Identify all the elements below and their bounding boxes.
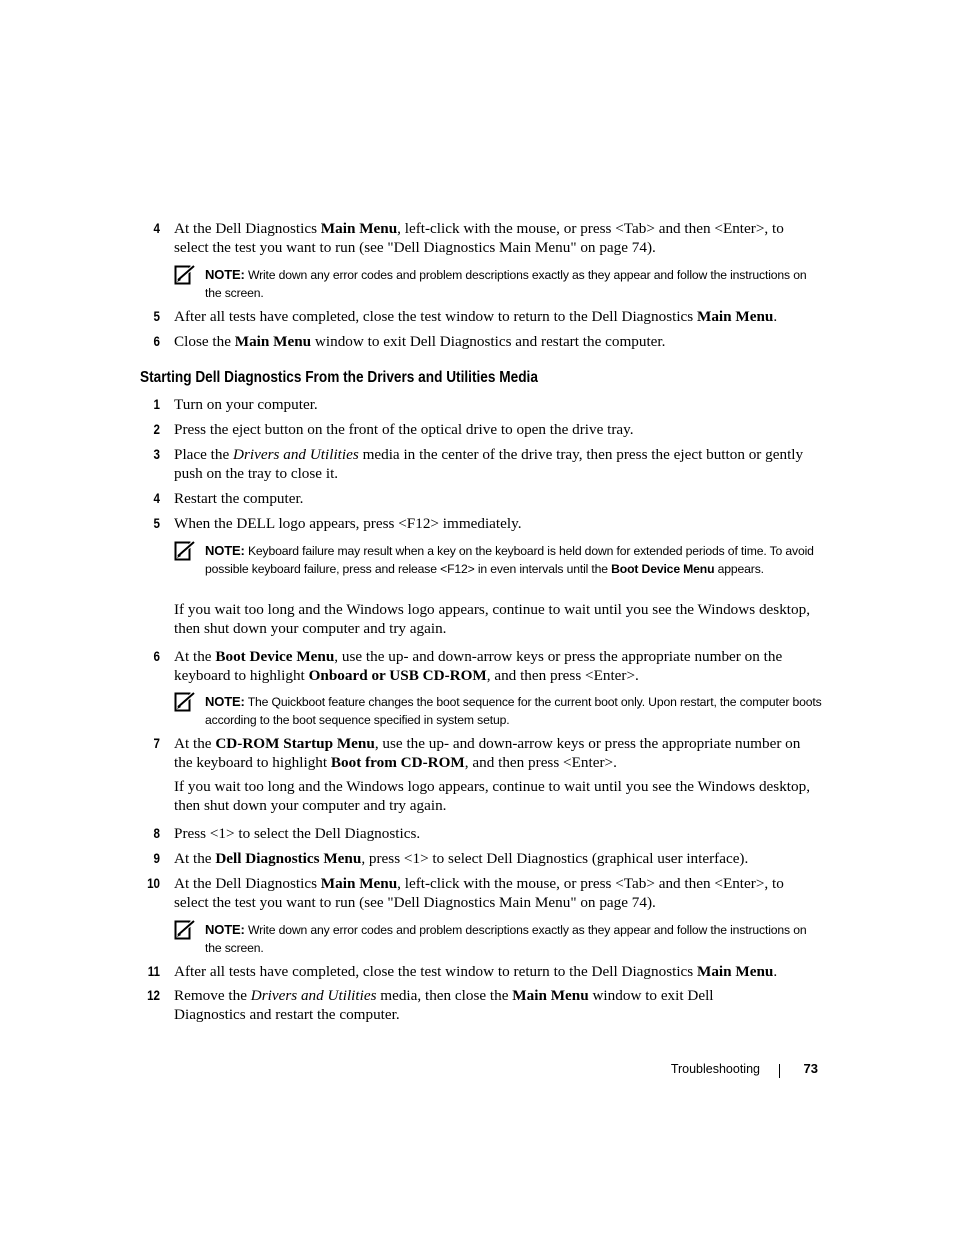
step-text: At the Dell Diagnostics Menu, press <1> to select Dell Diagnostics (graphical user interface). xyxy=(174,850,749,867)
step-text: Close the Main Menu window to exit Dell Diagnostics and restart the computer. xyxy=(174,333,666,350)
paragraph: If you wait too long and the Windows logo appears, continue to wait until you see the Windows desktop, then shut down your computer and try again. xyxy=(174,778,810,814)
page-number: 73 xyxy=(803,1061,818,1076)
step-text: At the Dell Diagnostics Main Menu, left-click with the mouse, or press <Tab> and then <Enter>, to select the test you want to run (see "Dell Diagnostics Main Menu" on page 74). xyxy=(174,220,784,256)
pencil-note-icon xyxy=(174,692,195,712)
step-number: 4 xyxy=(153,221,160,236)
pencil-note-icon xyxy=(174,265,195,285)
footer-separator xyxy=(779,1064,780,1078)
step-number: 7 xyxy=(153,736,160,751)
note-text: NOTE: Write down any error codes and problem descriptions exactly as they appear and follow the instructions on the screen. xyxy=(205,267,807,300)
step-number: 11 xyxy=(147,964,160,979)
step-number: 1 xyxy=(153,397,160,412)
footer-section-name: Troubleshooting xyxy=(670,1062,760,1076)
step-text: When the DELL logo appears, press <F12> immediately. xyxy=(174,515,522,532)
paragraph: If you wait too long and the Windows logo appears, continue to wait until you see the Windows desktop, then shut down your computer and try again. xyxy=(174,601,810,637)
step-text: At the Dell Diagnostics Main Menu, left-click with the mouse, or press <Tab> and then <Enter>, to select the test you want to run (see "Dell Diagnostics Main Menu" on page 74). xyxy=(174,875,784,911)
step-number: 2 xyxy=(153,422,160,437)
step-text: Restart the computer. xyxy=(174,490,304,507)
step-number: 6 xyxy=(153,334,160,349)
step-text: At the Boot Device Menu, use the up- and down-arrow keys or press the appropriate number on the keyboard to highlight Onboard or USB CD-ROM, and then press <Enter>. xyxy=(174,648,783,684)
step-text: Turn on your computer. xyxy=(174,396,318,413)
step-text: Remove the Drivers and Utilities media, then close the Main Menu window to exit Dell Diagnostics and restart the computer. xyxy=(174,987,714,1023)
step-text: Place the Drivers and Utilities media in the center of the drive tray, then press the eject button or gently push on the tray to close it. xyxy=(174,446,804,482)
step-text: At the CD-ROM Startup Menu, use the up- and down-arrow keys or press the appropriate number on the keyboard to highlight Boot from CD-ROM, and then press <Enter>. xyxy=(174,735,801,771)
step-number: 4 xyxy=(153,491,160,506)
section-heading: Starting Dell Diagnostics From the Drivers and Utilities Media xyxy=(140,369,538,386)
pencil-note-icon xyxy=(174,920,195,940)
step-number: 12 xyxy=(147,988,160,1003)
step-number: 5 xyxy=(153,309,160,324)
step-number: 5 xyxy=(153,516,160,531)
step-number: 8 xyxy=(153,826,160,841)
step-number: 6 xyxy=(153,649,160,664)
pencil-note-icon xyxy=(174,541,195,561)
note-text: NOTE: Keyboard failure may result when a key on the keyboard is held down for extended periods of time. To avoid possible keyboard failure, press and release <F12> in even intervals until the Boot Device Menu appears. xyxy=(205,543,814,576)
step-text: After all tests have completed, close the test window to return to the Dell Diagnostics Main Menu. xyxy=(174,963,778,980)
step-text: Press <1> to select the Dell Diagnostics. xyxy=(174,825,421,842)
step-number: 10 xyxy=(147,876,160,891)
note-text: NOTE: Write down any error codes and problem descriptions exactly as they appear and follow the instructions on the screen. xyxy=(205,922,807,955)
note-text: NOTE: The Quickboot feature changes the boot sequence for the current boot only. Upon restart, the computer boots according to the boot sequence specified in system setup. xyxy=(205,694,822,727)
step-text: Press the eject button on the front of the optical drive to open the drive tray. xyxy=(174,421,634,438)
step-number: 9 xyxy=(153,851,160,866)
step-text: After all tests have completed, close the test window to return to the Dell Diagnostics Main Menu. xyxy=(174,308,778,325)
step-number: 3 xyxy=(153,447,160,462)
